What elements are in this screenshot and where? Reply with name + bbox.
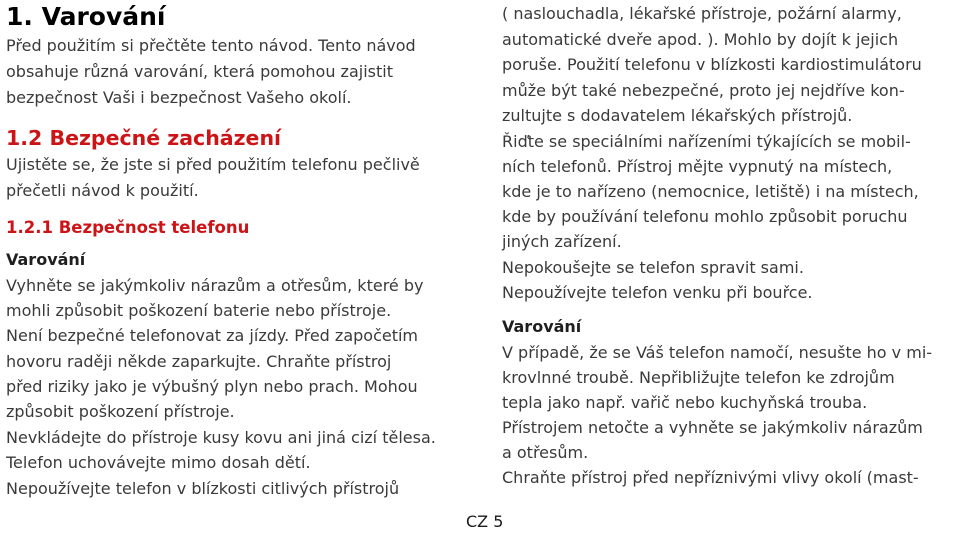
intro-line: Před použitím si přečtěte tento návod. Tento návod [6,36,416,55]
warning-text-line: Chraňte přístroj před nepříznivými vlivy okolí (mast- [502,468,919,487]
body-text-line: zultujte s dodavatelem lékařských přístrojů. [502,106,853,125]
body-text-line: Řiďte se speciálními nařízeními týkajících se mobil- [502,132,911,151]
warning-text-line: Vyhněte se jakýmkoliv nárazům a otřesům, které by [6,276,424,295]
warning-text-line: před riziky jako je výbušný plyn nebo prach. Mohou [6,377,418,396]
body-text-line: jiných zařízení. [502,232,622,251]
warning-text-line: způsobit poškození přístroje. [6,402,235,421]
warning-text-line: Nepoužívejte telefon v blízkosti citlivých přístrojů [6,479,400,498]
warning-text-line: krovlnné troubě. Nepřibližujte telefon ke zdrojům [502,368,895,387]
warning-label: Varování [6,250,86,269]
warning-text-line: Nevkládejte do přístroje kusy kovu ani jiná cizí tělesa. [6,428,436,447]
page-title: 1. Varování [6,2,166,31]
warning-label: Varování [502,317,582,336]
warning-text-line: Telefon uchovávejte mimo dosah dětí. [6,453,311,472]
body-text-line: může být také nebezpečné, proto jej nejdříve kon- [502,81,905,100]
body-text-line: poruše. Použití telefonu v blízkosti kardiostimulátoru [502,55,922,74]
section-heading-1-2: 1.2 Bezpečné zacházení [6,126,282,150]
warning-text-line: V případě, že se Váš telefon namočí, nesušte ho v mi- [502,343,933,362]
warning-text-line: Není bezpečné telefonovat za jízdy. Před započetím [6,326,419,345]
body-text-line: Nepoužívejte telefon venku při bouřce. [502,283,813,302]
warning-text-line: mohli způsobit poškození baterie nebo přístroje. [6,301,392,320]
warning-text-line: a otřesům. [502,443,589,462]
body-text-line: kde by používání telefonu mohlo způsobit poruchu [502,207,908,226]
section-heading-1-2-1: 1.2.1 Bezpečnost telefonu [6,218,250,237]
intro-line: bezpečnost Vaši i bezpečnost Vašeho okolí. [6,88,352,107]
section-text-line: Ujistěte se, že jste si před použitím telefonu pečlivě [6,155,420,174]
warning-text-line: Přístrojem netočte a vyhněte se jakýmkoliv nárazům [502,418,923,437]
body-text-line: ních telefonů. Přístroj mějte vypnutý na místech, [502,157,893,176]
page-number: CZ 5 [466,512,504,531]
body-text-line: automatické dveře apod. ). Mohlo by dojít k jejich [502,30,899,49]
warning-text-line: hovoru raději někde zaparkujte. Chraňte přístroj [6,352,392,371]
body-text-line: kde je to nařízeno (nemocnice, letiště) i na místech, [502,182,919,201]
warning-text-line: tepla jako např. vařič nebo kuchyňská trouba. [502,393,868,412]
section-text-line: přečetli návod k použití. [6,181,199,200]
body-text-line: Nepokoušejte se telefon spravit sami. [502,258,804,277]
body-text-line: ( naslouchadla, lékařské přístroje, požární alarmy, [502,4,902,23]
intro-line: obsahuje různá varování, která pomohou zajistit [6,62,393,81]
